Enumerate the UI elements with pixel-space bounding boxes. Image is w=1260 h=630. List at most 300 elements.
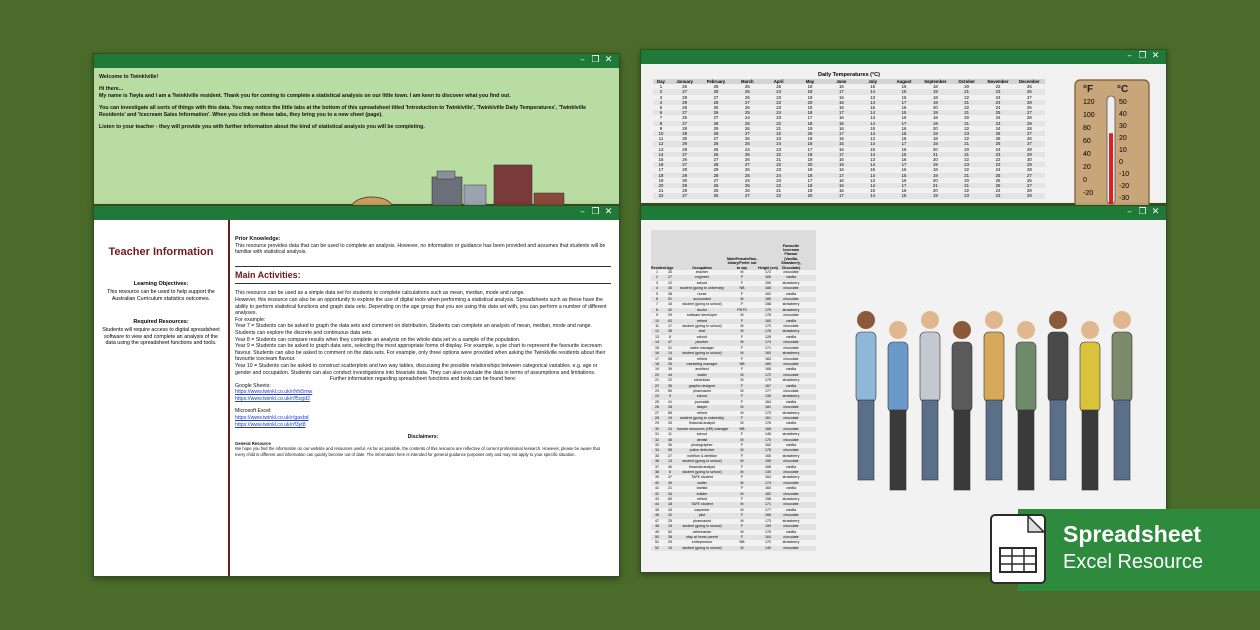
- restore-icon[interactable]: ❐: [591, 55, 600, 65]
- resident-cell: 18: [655, 361, 659, 366]
- temp-cell: 21: [964, 151, 970, 157]
- resident-cell: 34: [668, 491, 672, 496]
- resident-cell: M: [740, 421, 744, 426]
- resident-cell: 158: [765, 302, 771, 307]
- resident-cell: 21: [668, 486, 672, 491]
- temp-header-cell: October: [958, 79, 975, 84]
- resident-cell: 7: [656, 302, 658, 307]
- temp-cell: 21: [964, 89, 970, 95]
- temp-cell: 22: [658, 193, 664, 199]
- temp-cell: 17: [658, 167, 664, 173]
- resident-cell: human resources (HR) manager: [677, 426, 729, 431]
- resident-cell: vanilla: [785, 399, 797, 404]
- temp-cell: 28: [682, 167, 688, 173]
- resident-cell: 11: [668, 432, 672, 437]
- resident-cell: M: [740, 529, 744, 534]
- resident-cell: 161: [765, 415, 771, 420]
- temp-cell: 23: [964, 162, 970, 168]
- temp-cell: 19: [932, 120, 938, 126]
- teacher-sidebar: [94, 220, 230, 576]
- resident-cell: chocolate: [783, 448, 799, 453]
- temp-cell: 5: [659, 105, 663, 111]
- temp-cell: 22: [776, 162, 782, 168]
- temp-cell: 23: [776, 94, 782, 100]
- required-resources-text: Students will require access to digital spreadsheet software to view and complete an analysis of the data using the spreadsheet functions and tools.: [102, 327, 220, 346]
- title-bar: [94, 206, 619, 220]
- temp-cell: 18: [807, 120, 813, 126]
- resident-cell: strawberry: [782, 410, 800, 415]
- temp-cell: 23: [776, 177, 782, 183]
- temp-cell: 16: [838, 157, 844, 163]
- divider: [235, 283, 611, 284]
- resident-cell: F: [740, 513, 744, 518]
- resident-cell: M: [740, 329, 744, 334]
- resident-cell: 27: [655, 410, 659, 415]
- temp-cell: 16: [901, 84, 907, 90]
- resident-cell: veterinarian: [692, 529, 712, 534]
- resident-cell: F: [740, 443, 744, 447]
- resident-cell: 128: [765, 334, 771, 339]
- person-head: [1017, 321, 1035, 339]
- resident-cell: 37: [655, 464, 659, 469]
- temp-cell: 20: [964, 115, 970, 121]
- temp-cell: 16: [901, 115, 907, 121]
- minimize-icon[interactable]: –: [1127, 207, 1132, 217]
- resident-cell: 43: [655, 497, 659, 502]
- intro-line1: My name is Twyla and I am a Twinklville resident. Thank you for coming to complete a statistical analysis on our little town. I am keen to discover what you find out.: [99, 92, 511, 99]
- resident-cell: 17: [655, 356, 659, 361]
- temp-cell: 16: [838, 115, 844, 121]
- resident-cell: 42: [668, 307, 672, 312]
- person-head: [857, 311, 875, 329]
- temp-cell: 25: [713, 105, 719, 111]
- temp-cell: 21: [964, 120, 970, 126]
- resident-cell: 50: [655, 534, 659, 539]
- resident-cell: 35: [655, 453, 659, 458]
- person-legs: [1114, 400, 1130, 480]
- resident-cell: strawberry: [782, 540, 800, 545]
- temp-cell: 23: [995, 89, 1001, 95]
- resident-cell: 170: [765, 540, 771, 545]
- resident-cell: F: [740, 432, 744, 437]
- temp-cell: 18: [807, 141, 813, 147]
- resident-cell: chef: [698, 329, 706, 334]
- restore-icon[interactable]: ❐: [591, 207, 600, 217]
- temp-cell: 13: [658, 146, 664, 152]
- resident-cell: F: [740, 318, 744, 323]
- temp-cell: 14: [870, 183, 876, 189]
- resident-cell: M: [740, 410, 744, 415]
- resident-cell: 8: [669, 334, 671, 339]
- temp-cell: 27: [1026, 183, 1032, 189]
- resident-cell: pharmacist: [693, 518, 711, 523]
- resident-cell: 12: [668, 280, 672, 285]
- temp-cell: 19: [807, 105, 813, 111]
- temp-cell: 15: [658, 157, 664, 163]
- google-sheets-title: Google Sheets:: [235, 382, 271, 389]
- title-bar: [94, 54, 619, 68]
- close-icon[interactable]: ✕: [604, 207, 613, 217]
- temp-cell: 17: [838, 172, 844, 178]
- resident-cell: 32: [655, 437, 659, 442]
- resident-cell: F: [740, 356, 744, 361]
- temp-cell: 29: [682, 99, 688, 105]
- temp-cell: 19: [932, 193, 938, 199]
- resident-cell: stay at home parent: [686, 534, 718, 539]
- temp-cell: 28: [713, 120, 719, 126]
- temp-cell: 28: [713, 172, 719, 178]
- temp-cell: 23: [995, 162, 1001, 168]
- resident-cell: student (going to school): [682, 351, 722, 356]
- resident-cell: 41: [655, 486, 659, 491]
- temp-cell: 15: [901, 131, 907, 137]
- temp-cell: 20: [964, 84, 970, 90]
- temp-cell: 7: [659, 115, 663, 121]
- temp-cell: 26: [776, 84, 782, 90]
- temp-cell: 25: [995, 141, 1001, 147]
- resident-cell: F: [740, 475, 744, 480]
- temp-cell: 21: [932, 151, 938, 157]
- temp-cell: 29: [1026, 120, 1032, 126]
- temp-cell: 20: [932, 157, 938, 163]
- temp-cell: 23: [776, 115, 782, 121]
- resident-cell: 48: [655, 524, 659, 529]
- title-bar: [641, 50, 1166, 64]
- resident-cell: 20: [655, 372, 659, 377]
- temp-cell: 28: [713, 89, 719, 95]
- resident-cell: 9: [669, 394, 671, 399]
- temp-header-cell: Day: [657, 79, 665, 84]
- resident-cell: 4: [656, 286, 658, 291]
- google-sheets-link-2[interactable]: https://www.twinkl.co.uk/r/f5cgd2: [235, 395, 310, 402]
- resident-header-cell: Age: [666, 265, 674, 270]
- temp-cell: 25: [744, 141, 750, 147]
- intro-heading: Welcome to Twinklville!: [99, 74, 159, 80]
- temp-cell: 22: [995, 84, 1001, 90]
- resident-cell: PNTS: [737, 307, 747, 312]
- resident-cell: teacher: [696, 270, 708, 274]
- temp-cell: 30: [682, 177, 688, 183]
- temp-cell: 26: [744, 167, 750, 173]
- temp-cell: 15: [870, 167, 876, 173]
- resident-cell: accountant: [693, 297, 711, 302]
- resident-cell: F: [740, 399, 744, 404]
- temp-cell: 26: [744, 188, 750, 194]
- temp-cell: 16: [838, 125, 844, 131]
- resident-cell: 25: [655, 399, 659, 404]
- teacher-window: [93, 205, 620, 577]
- minimize-icon[interactable]: –: [1127, 51, 1132, 61]
- temp-cell: 17: [838, 131, 844, 137]
- general-resource-title: General Resource: [235, 440, 271, 446]
- resident-cell: barista: [696, 486, 708, 491]
- temp-cell: 18: [807, 110, 813, 116]
- resident-cell: F: [740, 345, 744, 350]
- resident-cell: F: [740, 464, 744, 469]
- temp-cell: 22: [964, 188, 970, 194]
- person-body: [1080, 342, 1100, 412]
- resident-cell: 29: [655, 421, 659, 426]
- resident-cell: F: [740, 302, 744, 307]
- close-icon[interactable]: ✕: [1151, 207, 1160, 217]
- temp-cell: 27: [713, 177, 719, 183]
- temp-cell: 14: [658, 151, 664, 157]
- temp-cell: 24: [995, 125, 1001, 131]
- temp-cell: 15: [870, 105, 876, 111]
- resident-cell: 16: [668, 302, 672, 307]
- resident-cell: 164: [765, 399, 771, 404]
- temp-cell: 14: [870, 89, 876, 95]
- temp-cell: 9: [659, 125, 663, 131]
- resident-cell: marketing manager: [686, 361, 718, 366]
- person-body: [888, 342, 908, 412]
- resident-cell: 40: [668, 464, 672, 469]
- resident-cell: chocolate: [783, 372, 799, 377]
- temp-cell: 26: [744, 94, 750, 100]
- building-top: [437, 171, 455, 179]
- temp-cell: 16: [901, 105, 907, 111]
- resident-cell: 135: [765, 394, 771, 399]
- temp-cell: 17: [807, 115, 813, 121]
- resident-cell: M: [740, 351, 744, 356]
- resident-cell: 165: [765, 275, 771, 280]
- resident-cell: engineer: [695, 275, 709, 280]
- resident-cell: 33: [668, 270, 672, 274]
- main-activities-p1: This resource can be used as a simple data set for students to complete calculations such as mean, median, mode and range.: [235, 290, 525, 297]
- resident-cell: chocolate: [783, 491, 799, 496]
- temp-cell: 25: [744, 172, 750, 178]
- resident-cell: 140: [765, 545, 771, 550]
- temp-cell: 17: [901, 141, 907, 147]
- temp-cell: 25: [744, 183, 750, 189]
- resident-cell: 43: [668, 507, 672, 512]
- temp-cell: 24: [744, 115, 750, 121]
- temp-cell: 20: [658, 183, 664, 189]
- resident-cell: 181: [765, 405, 771, 410]
- temp-cell: 8: [659, 120, 663, 126]
- temp-cell: 16: [838, 105, 844, 111]
- fahrenheit-tick: 80: [1083, 125, 1091, 132]
- resident-cell: 28: [655, 415, 659, 420]
- celsius-tick: -30: [1119, 195, 1130, 202]
- temp-cell: 28: [713, 131, 719, 137]
- further-info: Further information regarding spreadsheet functions and tools can be found here:: [329, 376, 517, 383]
- temp-cell: 27: [744, 131, 750, 137]
- temp-cell: 24: [995, 115, 1001, 121]
- minimize-icon[interactable]: –: [580, 55, 585, 65]
- person-legs: [858, 400, 874, 480]
- resident-cell: 171: [765, 502, 771, 507]
- temp-cell: 27: [1026, 94, 1032, 100]
- temp-cell: 16: [901, 125, 907, 131]
- resident-cell: 45: [655, 507, 659, 512]
- resident-cell: 27: [668, 275, 672, 280]
- resident-cell: 160: [765, 351, 771, 356]
- residents-illustration: [836, 280, 1146, 520]
- resident-cell: 18: [668, 502, 672, 507]
- person-body: [952, 342, 972, 412]
- temp-header-cell: September: [924, 79, 947, 84]
- resident-cell: 39: [668, 367, 672, 372]
- temp-cell: 24: [995, 188, 1001, 194]
- temp-cell: 27: [713, 94, 719, 100]
- temp-cell: 2: [659, 89, 663, 95]
- temp-cell: 26: [713, 183, 719, 189]
- microsoft-excel-link-1[interactable]: https://www.twinkl.co.uk/r/gaxbd: [235, 415, 309, 422]
- resident-cell: vanilla: [785, 464, 797, 469]
- temp-cell: 14: [870, 172, 876, 178]
- resident-cell: vanilla: [785, 275, 797, 280]
- resident-cell: strawberry: [782, 329, 800, 334]
- resident-cell: plumber: [695, 340, 709, 345]
- resident-cell: 172: [765, 372, 771, 377]
- resident-cell: nutrition & dietitian: [687, 453, 717, 458]
- resident-cell: 19: [655, 367, 659, 372]
- resident-cell: 28: [668, 405, 672, 410]
- person-legs: [1050, 400, 1066, 480]
- temp-cell: 16: [838, 177, 844, 183]
- person-legs: [922, 400, 938, 480]
- resident-cell: 160: [765, 486, 771, 491]
- resident-cell: student (going to university): [679, 286, 725, 291]
- close-icon[interactable]: ✕: [1151, 51, 1160, 61]
- resident-cell: 168: [765, 426, 771, 431]
- google-sheets-link-1[interactable]: https://www.twinkl.co.uk/r/hfx5mw: [235, 389, 313, 396]
- temp-cell: 17: [838, 193, 844, 199]
- temp-cell: 14: [870, 131, 876, 137]
- resident-cell: 168: [765, 286, 771, 291]
- temp-cell: 23: [995, 193, 1001, 199]
- celsius-tick: 30: [1119, 123, 1127, 130]
- temp-cell: 29: [1026, 193, 1032, 199]
- resident-cell: F: [740, 383, 744, 388]
- temp-cell: 25: [995, 183, 1001, 189]
- temp-cell: 25: [744, 89, 750, 95]
- resident-cell: 31: [668, 345, 672, 350]
- temp-cell: 11: [658, 136, 664, 142]
- temp-cell: 13: [870, 177, 876, 183]
- resident-cell: 44: [668, 372, 672, 377]
- temp-cell: 27: [713, 136, 719, 142]
- resident-cell: 46: [655, 513, 659, 518]
- resident-cell: 14: [668, 351, 672, 356]
- temp-cell: 18: [658, 172, 664, 178]
- temp-cell: 19: [932, 162, 938, 168]
- celsius-tick: 0: [1119, 159, 1123, 166]
- temp-cell: 15: [901, 172, 907, 178]
- disclaimers-title: Disclaimers:: [407, 434, 439, 441]
- general-resource-text: We hope you find the information on our website and resources useful. As far as possible, the contents of this resource are reflective of current professional research. However, please be aware that every child is different and information can quickly become out of date. The information here is intended for general guidance purposes only and may not apply to your specific situation.: [235, 446, 600, 457]
- resident-cell: 22: [668, 378, 672, 383]
- town-illustration: [344, 163, 574, 208]
- resident-cell: 178: [765, 448, 771, 453]
- temp-cell: 25: [995, 131, 1001, 137]
- temp-cell: 27: [682, 193, 688, 199]
- resident-cell: 165: [765, 453, 771, 458]
- temp-cell: 16: [838, 188, 844, 194]
- temp-cell: 19: [807, 157, 813, 163]
- resident-cell: 173: [765, 518, 771, 523]
- intro-window: [93, 53, 620, 205]
- microsoft-excel-link-2[interactable]: https://www.twinkl.co.uk/r/f3yt8: [235, 421, 306, 428]
- restore-icon[interactable]: ❐: [1138, 51, 1147, 61]
- temp-cell: 26: [713, 99, 719, 105]
- resident-cell: 44: [655, 502, 659, 507]
- temp-cell: 16: [838, 167, 844, 173]
- resident-cell: retired: [696, 410, 708, 415]
- fahrenheit-tick: 0: [1083, 177, 1087, 184]
- temp-cell: 15: [838, 141, 844, 147]
- resident-cell: chocolate: [783, 361, 799, 366]
- temp-cell: 14: [870, 141, 876, 147]
- resident-cell: 25: [668, 518, 672, 523]
- minimize-icon[interactable]: –: [580, 207, 585, 217]
- resident-cell: 175: [765, 307, 771, 312]
- temp-cell: 18: [932, 84, 938, 90]
- intro-sheet: [94, 68, 619, 204]
- temp-cell: 26: [744, 157, 750, 163]
- resident-cell: TAFE student: [691, 502, 713, 507]
- resident-cell: 13: [668, 459, 672, 464]
- teacher-title: Teacher Information: [108, 246, 214, 258]
- temp-header-cell: December: [1018, 79, 1040, 84]
- resident-cell: M: [740, 340, 744, 345]
- temp-cell: 15: [901, 110, 907, 116]
- main-activities-p3: For example:: [235, 316, 266, 323]
- temp-cell: 16: [901, 157, 907, 163]
- temp-cell: 28: [1026, 146, 1032, 152]
- temp-cell: 26: [744, 105, 750, 111]
- resident-cell: F: [740, 280, 744, 285]
- resident-cell: M: [740, 270, 744, 274]
- resident-cell: M: [740, 518, 744, 523]
- resident-cell: 19: [668, 415, 672, 420]
- temp-cell: 17: [838, 110, 844, 116]
- resident-cell: strawberry: [782, 307, 800, 312]
- person-legs: [954, 410, 970, 490]
- temp-cell: 25: [713, 146, 719, 152]
- temp-cell: 17: [901, 162, 907, 168]
- resident-cell: F: [740, 534, 744, 539]
- resident-cell: F: [740, 291, 744, 296]
- restore-icon[interactable]: ❐: [1138, 207, 1147, 217]
- resident-cell: 174: [765, 480, 771, 485]
- close-icon[interactable]: ✕: [604, 55, 613, 65]
- temp-header-cell: August: [896, 79, 912, 84]
- temperatures-window: [640, 49, 1167, 204]
- resident-cell: 30: [668, 443, 672, 447]
- resident-header-cell: Occupation: [692, 265, 712, 270]
- resident-cell: strawberry: [782, 378, 800, 383]
- resident-cell: 5: [656, 291, 658, 296]
- resident-cell: 36: [668, 383, 672, 388]
- resident-cell: school: [696, 432, 708, 437]
- resident-cell: TAFE student: [691, 475, 713, 480]
- temp-cell: 16: [901, 94, 907, 100]
- resident-cell: chocolate: [783, 340, 799, 345]
- resident-cell: 30: [655, 426, 659, 431]
- resident-cell: entrepreneur: [691, 540, 713, 545]
- temp-cell: 18: [932, 94, 938, 100]
- temp-cell: 18: [932, 167, 938, 173]
- resident-cell: 38: [668, 291, 672, 296]
- temp-cell: 13: [870, 94, 876, 100]
- temp-cell: 24: [995, 167, 1001, 173]
- temp-cell: 19: [932, 172, 938, 178]
- resident-cell: chocolate: [783, 524, 799, 529]
- temp-cell: 15: [901, 89, 907, 95]
- temp-cell: 26: [682, 115, 688, 121]
